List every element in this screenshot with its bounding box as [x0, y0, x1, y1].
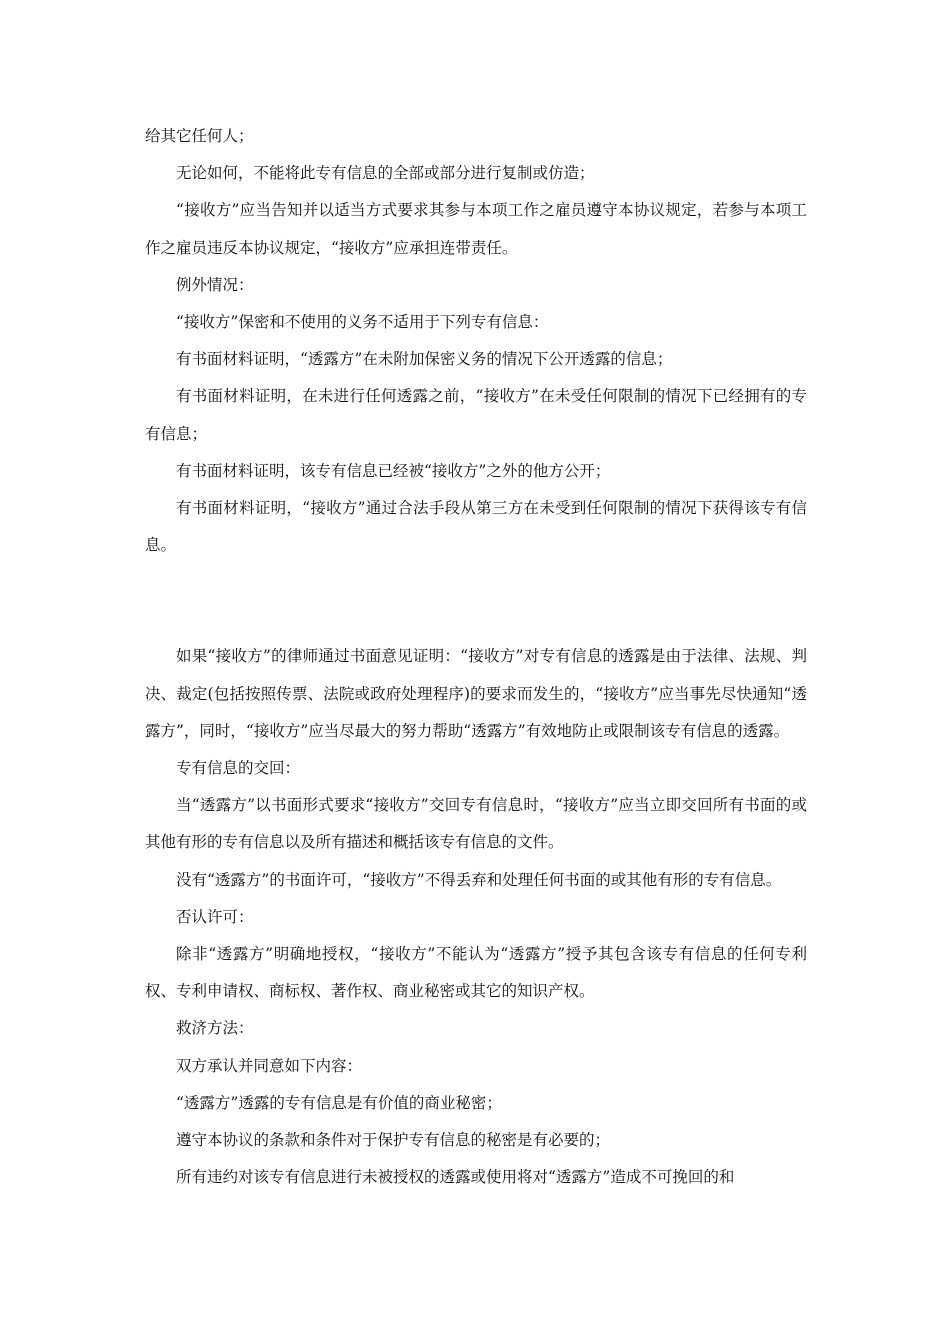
list-item: 遵守本协议的条款和条件对于保护专有信息的秘密是有必要的；	[176, 1131, 611, 1150]
paragraph: 双方承认并同意如下内容：	[176, 1056, 363, 1075]
paragraph: 当“透露方”以书面形式要求“接收方”交回专有信息时，“接收方”应当立即交回所有书面的或其他有形的专有信息以及所有描述和概括该专有信息的文件。	[145, 796, 807, 852]
paragraph: “接收方”保密和不使用的义务不适用于下列专有信息：	[176, 313, 549, 332]
paragraph: 如果“接收方”的律师通过书面意见证明：“接收方”对专有信息的透露是由于法律、法规、判决、裁定(包括按照传票、法院或政府处理程序)的要求而发生的，“接收方”应当事先尽快通知“透露方”，同时，“接收方”应当尽最大的努力帮助“透露方”有效地防止或限制该专有信息的透露。	[145, 647, 807, 740]
list-item: “透露方”透露的专有信息是有价值的商业秘密；	[176, 1093, 502, 1112]
section-heading: 救济方法：	[176, 1019, 254, 1038]
paragraph: “接收方”应当告知并以适当方式要求其参与本项工作之雇员遵守本协议规定，若参与本项工作之雇员违反本协议规定，“接收方”应承担连带责任。	[145, 201, 807, 257]
blank-space	[145, 564, 807, 638]
paragraph: 除非“透露方”明确地授权，“接收方”不能认为“透露方”授予其包含该专有信息的任何专利权、专利申请权、商标权、著作权、商业秘密或其它的知识产权。	[145, 945, 807, 1001]
list-item: 有书面材料证明，在未进行任何透露之前，“接收方”在未受任何限制的情况下已经拥有的专有信息；	[145, 387, 807, 443]
paragraph: 没有“透露方”的书面许可，“接收方”不得丢弃和处理任何书面的或其他有形的专有信息。	[176, 870, 782, 889]
list-item: 有书面材料证明，“接收方”通过合法手段从第三方在未受到任何限制的情况下获得该专有信息。	[145, 499, 807, 555]
section-heading: 专有信息的交回：	[176, 759, 301, 778]
document-page	[145, 118, 807, 1196]
paragraph: 给其它任何人；	[145, 127, 254, 145]
list-item: 所有违约对该专有信息进行未被授权的透露或使用将对“透露方”造成不可挽回的和	[176, 1168, 735, 1187]
list-item: 有书面材料证明，该专有信息已经被“接收方”之外的他方公开；	[176, 461, 611, 480]
section-heading: 例外情况：	[176, 275, 254, 294]
section-heading: 否认许可：	[176, 907, 254, 926]
list-item: 有书面材料证明，“透露方”在未附加保密义务的情况下公开透露的信息；	[176, 350, 673, 369]
paragraph: 无论如何，不能将此专有信息的全部或部分进行复制或仿造；	[176, 164, 595, 183]
